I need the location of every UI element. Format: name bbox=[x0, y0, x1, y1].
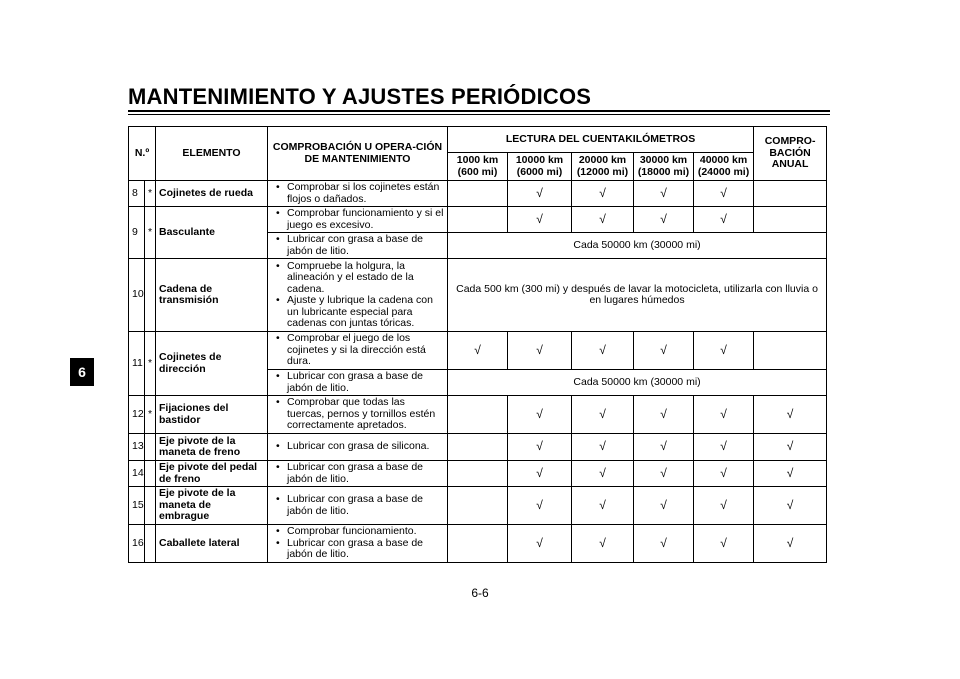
check-cell bbox=[448, 434, 508, 461]
row-element: Caballete lateral bbox=[156, 525, 268, 563]
check-cell: √ bbox=[508, 487, 572, 525]
check-cell: √ bbox=[694, 181, 754, 207]
check-cell: √ bbox=[634, 181, 694, 207]
check-cell: √ bbox=[754, 487, 827, 525]
table-row bbox=[129, 434, 827, 461]
page-number: 6-6 bbox=[471, 586, 489, 600]
table-row bbox=[129, 525, 827, 563]
table-row bbox=[129, 487, 827, 525]
interval-note: Cada 50000 km (30000 mi) bbox=[448, 233, 827, 259]
row-star: * bbox=[145, 332, 156, 396]
check-cell: √ bbox=[508, 461, 572, 487]
row-ops: • Comprobar si los cojinetes están flojos o dañados. bbox=[268, 181, 448, 207]
header-anual: COMPRO-BACIÓN ANUAL bbox=[754, 127, 827, 181]
interval-note: Cada 50000 km (30000 mi) bbox=[448, 370, 827, 396]
check-cell: √ bbox=[694, 332, 754, 370]
check-cell bbox=[448, 181, 508, 207]
check-cell: √ bbox=[634, 434, 694, 461]
check-cell bbox=[448, 525, 508, 563]
row-star bbox=[145, 434, 156, 461]
row-star bbox=[145, 259, 156, 332]
table-row bbox=[129, 207, 827, 233]
check-cell: √ bbox=[694, 207, 754, 233]
check-cell: √ bbox=[634, 461, 694, 487]
row-ops: • Lubricar con grasa a base de jabón de litio. bbox=[268, 461, 448, 487]
check-cell: √ bbox=[754, 396, 827, 434]
header-no: N.º bbox=[129, 127, 156, 181]
check-cell: √ bbox=[694, 396, 754, 434]
row-element: Fijaciones del bastidor bbox=[156, 396, 268, 434]
check-cell: √ bbox=[634, 332, 694, 370]
check-cell: √ bbox=[694, 487, 754, 525]
header-interval: 1000 km (600 mi) bbox=[448, 153, 508, 181]
header-interval: 20000 km (12000 mi) bbox=[572, 153, 634, 181]
row-ops: • Lubricar con grasa a base de jabón de litio. bbox=[268, 487, 448, 525]
row-star bbox=[145, 525, 156, 563]
row-element: Cadena de transmisión bbox=[156, 259, 268, 332]
check-cell: √ bbox=[754, 434, 827, 461]
check-cell bbox=[754, 207, 827, 233]
row-element: Cojinetes de dirección bbox=[156, 332, 268, 396]
check-cell: √ bbox=[634, 396, 694, 434]
table-row bbox=[129, 259, 827, 332]
check-cell: √ bbox=[572, 487, 634, 525]
check-cell: √ bbox=[508, 434, 572, 461]
row-star: * bbox=[145, 181, 156, 207]
interval-note: Cada 500 km (300 mi) y después de lavar la motocicleta, utilizarla con lluvia o en lugares húmedos bbox=[448, 259, 827, 332]
chapter-tab: 6 bbox=[70, 358, 94, 386]
row-star bbox=[145, 487, 156, 525]
header-interval: 40000 km (24000 mi) bbox=[694, 153, 754, 181]
row-ops: • Comprobar funcionamiento y si el juego es excesivo. bbox=[268, 207, 448, 233]
title-rule-thick bbox=[128, 110, 830, 112]
check-cell: √ bbox=[572, 332, 634, 370]
check-cell bbox=[448, 487, 508, 525]
row-ops: • Compruebe la holgura, la alineación y el estado de la cadena. • Ajuste y lubrique la cadena con un lubricante especial para cadenas con juntas tóricas. bbox=[268, 259, 448, 332]
check-cell: √ bbox=[572, 525, 634, 563]
check-cell: √ bbox=[754, 461, 827, 487]
check-cell: √ bbox=[508, 396, 572, 434]
table-row bbox=[129, 332, 827, 370]
check-cell: √ bbox=[694, 525, 754, 563]
check-cell bbox=[754, 181, 827, 207]
row-element: Eje pivote de la maneta de embrague bbox=[156, 487, 268, 525]
row-element: Cojinetes de rueda bbox=[156, 181, 268, 207]
row-number: 15 bbox=[129, 487, 145, 525]
check-cell: √ bbox=[634, 525, 694, 563]
header-lectura: LECTURA DEL CUENTAKILÓMETROS bbox=[448, 127, 754, 153]
check-cell: √ bbox=[572, 207, 634, 233]
row-element: Basculante bbox=[156, 207, 268, 259]
row-element: Eje pivote del pedal de freno bbox=[156, 461, 268, 487]
row-number: 10 bbox=[129, 259, 145, 332]
row-ops: • Lubricar con grasa a base de jabón de litio. bbox=[268, 370, 448, 396]
row-number: 8 bbox=[129, 181, 145, 207]
table-row bbox=[129, 461, 827, 487]
row-ops: • Comprobar el juego de los cojinetes y si la dirección está dura. bbox=[268, 332, 448, 370]
header-interval: 30000 km (18000 mi) bbox=[634, 153, 694, 181]
check-cell bbox=[754, 332, 827, 370]
check-cell: √ bbox=[572, 461, 634, 487]
table-row bbox=[129, 181, 827, 207]
maintenance-table bbox=[128, 126, 827, 563]
check-cell: √ bbox=[448, 332, 508, 370]
check-cell: √ bbox=[694, 461, 754, 487]
row-number: 14 bbox=[129, 461, 145, 487]
check-cell: √ bbox=[508, 525, 572, 563]
row-number: 11 bbox=[129, 332, 145, 396]
check-cell: √ bbox=[694, 434, 754, 461]
table-row bbox=[129, 396, 827, 434]
header-comprobacion: COMPROBACIÓN U OPERA-CIÓN DE MANTENIMIENTO bbox=[268, 127, 448, 181]
check-cell bbox=[448, 396, 508, 434]
check-cell: √ bbox=[508, 207, 572, 233]
row-number: 16 bbox=[129, 525, 145, 563]
row-number: 13 bbox=[129, 434, 145, 461]
check-cell: √ bbox=[572, 434, 634, 461]
row-number: 12 bbox=[129, 396, 145, 434]
row-number: 9 bbox=[129, 207, 145, 259]
header-interval: 10000 km (6000 mi) bbox=[508, 153, 572, 181]
header-elemento: ELEMENTO bbox=[156, 127, 268, 181]
check-cell: √ bbox=[508, 332, 572, 370]
check-cell: √ bbox=[634, 487, 694, 525]
title-rule-thin bbox=[128, 114, 830, 115]
check-cell bbox=[448, 207, 508, 233]
row-ops: • Comprobar que todas las tuercas, pernos y tornillos estén correctamente apretados. bbox=[268, 396, 448, 434]
check-cell: √ bbox=[634, 207, 694, 233]
row-ops: • Lubricar con grasa de silicona. bbox=[268, 434, 448, 461]
check-cell: √ bbox=[754, 525, 827, 563]
check-cell: √ bbox=[508, 181, 572, 207]
row-element: Eje pivote de la maneta de freno bbox=[156, 434, 268, 461]
check-cell bbox=[448, 461, 508, 487]
check-cell: √ bbox=[572, 181, 634, 207]
page-title: MANTENIMIENTO Y AJUSTES PERIÓDICOS bbox=[128, 84, 592, 109]
row-star bbox=[145, 461, 156, 487]
row-star: * bbox=[145, 207, 156, 259]
row-star: * bbox=[145, 396, 156, 434]
check-cell: √ bbox=[572, 396, 634, 434]
row-ops: • Comprobar funcionamiento. • Lubricar con grasa a base de jabón de litio. bbox=[268, 525, 448, 563]
row-ops: • Lubricar con grasa a base de jabón de litio. bbox=[268, 233, 448, 259]
